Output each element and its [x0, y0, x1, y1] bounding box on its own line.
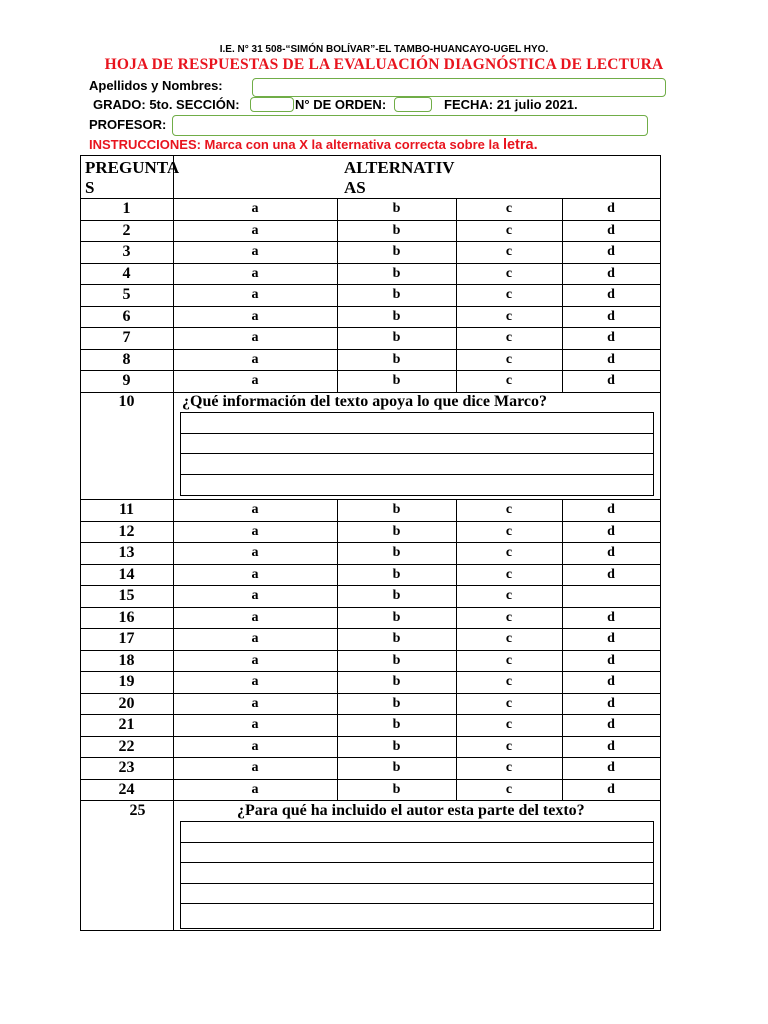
option-a[interactable]: a: [251, 631, 259, 646]
option-a[interactable]: a: [251, 760, 259, 775]
question-number: 13: [118, 544, 135, 561]
option-c[interactable]: c: [505, 652, 513, 668]
option-b[interactable]: b: [392, 244, 401, 259]
option-b[interactable]: b: [392, 566, 401, 582]
instructions-emphasis: letra.: [502, 137, 538, 153]
option-a[interactable]: a: [251, 244, 259, 259]
option-c[interactable]: c: [505, 502, 513, 517]
question-number-10: 10: [118, 393, 135, 410]
option-b[interactable]: b: [392, 330, 401, 345]
answer-line[interactable]: [181, 884, 653, 905]
table-rule: [660, 155, 661, 931]
answer-line[interactable]: [181, 904, 653, 925]
question-number: 7: [122, 329, 131, 346]
question-number: 23: [118, 759, 135, 776]
option-a[interactable]: a: [251, 201, 259, 216]
table-rule: [562, 198, 563, 392]
question-number: 6: [122, 307, 131, 325]
option-d[interactable]: d: [607, 674, 615, 689]
answer-lines-10[interactable]: [180, 412, 654, 496]
option-d[interactable]: d: [607, 201, 615, 216]
question-number: 8: [122, 350, 131, 368]
option-d[interactable]: d: [607, 652, 615, 668]
table-rule: [80, 607, 660, 608]
option-b[interactable]: b: [392, 631, 401, 646]
option-d[interactable]: d: [607, 244, 615, 259]
option-b[interactable]: b: [392, 717, 401, 732]
question-number: 18: [118, 651, 135, 669]
question-number: 9: [122, 372, 131, 389]
option-b[interactable]: b: [392, 502, 401, 517]
header-questions: [85, 158, 179, 198]
teacher-label: PROFESOR:: [89, 117, 167, 132]
answer-line[interactable]: [181, 843, 653, 864]
option-b[interactable]: b: [392, 760, 401, 775]
question-number: 3: [122, 243, 131, 260]
table-rule: [80, 542, 660, 543]
question-number: 19: [118, 673, 135, 690]
option-d[interactable]: d: [607, 631, 615, 646]
option-d[interactable]: d: [607, 609, 615, 625]
option-a[interactable]: a: [251, 502, 259, 517]
question-number: 12: [118, 522, 135, 540]
open-question-25: ¿Para qué ha incluido el autor esta parte del texto?: [237, 802, 585, 819]
table-rule: [80, 693, 660, 694]
option-b[interactable]: b: [392, 781, 401, 797]
option-d[interactable]: d: [607, 738, 615, 754]
option-c[interactable]: c: [505, 523, 513, 539]
option-d[interactable]: d: [607, 330, 615, 345]
option-c[interactable]: c: [505, 287, 513, 302]
option-c[interactable]: c: [505, 609, 513, 625]
option-d[interactable]: d: [607, 760, 615, 775]
option-a[interactable]: a: [251, 351, 259, 367]
option-a[interactable]: a: [251, 222, 259, 238]
option-a[interactable]: a: [251, 308, 259, 324]
option-b[interactable]: b: [392, 287, 401, 302]
table-rule: [80, 714, 660, 715]
option-b[interactable]: b: [392, 265, 401, 281]
question-number: 24: [118, 780, 135, 798]
option-d[interactable]: d: [607, 717, 615, 732]
table-rule: [456, 499, 457, 800]
answer-line[interactable]: [181, 454, 653, 475]
header-questions-line2: S: [85, 178, 95, 197]
grade-section-label: GRADO: 5to. SECCIÓN:: [93, 97, 240, 112]
school-header: I.E. N° 31 508-“SIMÓN BOLÍVAR”-EL TAMBO-HUANCAYO-UGEL HYO.: [219, 44, 549, 55]
option-c[interactable]: c: [505, 717, 513, 732]
option-a[interactable]: a: [251, 652, 259, 668]
option-d[interactable]: d: [607, 523, 615, 539]
table-rule: [80, 930, 660, 931]
option-a[interactable]: a: [251, 330, 259, 345]
option-a[interactable]: a: [251, 609, 259, 625]
table-rule: [80, 155, 660, 156]
answer-line[interactable]: [181, 863, 653, 884]
option-d[interactable]: d: [607, 373, 615, 388]
table-rule: [80, 650, 660, 651]
option-c[interactable]: c: [505, 244, 513, 259]
option-a[interactable]: a: [251, 588, 259, 603]
option-c[interactable]: c: [505, 588, 513, 603]
header-questions-line1: PREGUNTA: [85, 158, 180, 177]
option-b[interactable]: b: [392, 222, 401, 238]
option-d[interactable]: d: [607, 695, 615, 711]
option-c[interactable]: c: [505, 265, 513, 281]
open-question-10: ¿Qué información del texto apoya lo que dice Marco?: [182, 393, 547, 410]
table-rule: [80, 327, 660, 328]
option-c[interactable]: c: [505, 201, 513, 216]
option-a[interactable]: a: [251, 717, 259, 732]
table-rule: [80, 284, 660, 285]
option-d[interactable]: d: [607, 222, 615, 238]
names-label: Apellidos y Nombres:: [89, 78, 223, 93]
question-number: 14: [118, 565, 135, 583]
question-number: 11: [118, 501, 135, 518]
option-c[interactable]: c: [505, 760, 513, 775]
table-rule: [337, 499, 338, 800]
option-d[interactable]: d: [607, 781, 615, 797]
answer-line[interactable]: [181, 475, 653, 496]
option-a[interactable]: a: [251, 265, 259, 281]
table-rule: [80, 671, 660, 672]
option-b[interactable]: b: [392, 588, 401, 603]
table-rule: [80, 757, 660, 758]
table-rule: [80, 370, 660, 371]
instructions-text: INSTRUCCIONES: Marca con una X la alternativa correcta sobre la: [89, 137, 503, 152]
option-a[interactable]: a: [251, 781, 259, 797]
table-rule: [80, 800, 660, 801]
option-c[interactable]: c: [505, 566, 513, 582]
answer-line[interactable]: [181, 434, 653, 455]
question-number: 15: [118, 587, 135, 604]
option-a[interactable]: a: [251, 695, 259, 711]
option-a[interactable]: a: [251, 738, 259, 754]
option-a[interactable]: a: [251, 373, 259, 388]
option-c[interactable]: c: [505, 695, 513, 711]
table-rule: [80, 306, 660, 307]
table-rule: [337, 198, 338, 392]
option-b[interactable]: b: [392, 545, 401, 560]
option-d[interactable]: d: [607, 287, 615, 302]
option-b[interactable]: b: [392, 609, 401, 625]
table-rule: [80, 499, 660, 500]
option-b[interactable]: b: [392, 523, 401, 539]
table-rule: [80, 564, 660, 565]
answer-lines-25[interactable]: [180, 821, 654, 929]
option-d[interactable]: d: [607, 308, 615, 324]
option-c[interactable]: c: [505, 330, 513, 345]
table-rule: [80, 628, 660, 629]
option-b[interactable]: b: [392, 695, 401, 711]
option-a[interactable]: a: [251, 674, 259, 689]
question-number: 2: [122, 221, 131, 239]
option-a[interactable]: a: [251, 566, 259, 582]
option-d[interactable]: d: [607, 265, 615, 281]
page-title: HOJA DE RESPUESTAS DE LA EVALUACIÓN DIAGNÓSTICA DE LECTURA: [104, 56, 664, 73]
table-rule: [562, 499, 563, 800]
question-number: 4: [122, 264, 131, 282]
table-rule: [80, 263, 660, 264]
option-b[interactable]: b: [392, 201, 401, 216]
question-number-25: 25: [129, 802, 146, 819]
option-a[interactable]: a: [251, 287, 259, 302]
option-c[interactable]: c: [505, 351, 513, 367]
question-number: 22: [118, 737, 135, 755]
option-c[interactable]: c: [505, 631, 513, 646]
option-b[interactable]: b: [392, 674, 401, 689]
option-b[interactable]: b: [392, 373, 401, 388]
order-number-label: N° DE ORDEN:: [295, 97, 387, 112]
table-rule: [80, 241, 660, 242]
header-alternatives-line1: ALTERNATIV: [344, 158, 455, 177]
date-label: FECHA: 21 julio 2021.: [444, 97, 578, 112]
option-c[interactable]: c: [505, 373, 513, 388]
table-rule: [80, 736, 660, 737]
answer-line[interactable]: [181, 413, 653, 434]
option-d[interactable]: d: [607, 545, 615, 560]
question-number: 1: [122, 200, 131, 217]
table-rule: [80, 220, 660, 221]
table-rule: [80, 779, 660, 780]
option-b[interactable]: b: [392, 308, 401, 324]
option-c[interactable]: c: [505, 738, 513, 754]
answer-line[interactable]: [181, 822, 653, 843]
table-rule: [80, 349, 660, 350]
option-d[interactable]: d: [607, 351, 615, 367]
option-d[interactable]: d: [607, 502, 615, 517]
option-b[interactable]: b: [392, 351, 401, 367]
table-rule: [80, 521, 660, 522]
option-a[interactable]: a: [251, 545, 259, 560]
option-b[interactable]: b: [392, 652, 401, 668]
table-rule: [80, 585, 660, 586]
question-number: 21: [118, 716, 135, 733]
table-rule: [456, 198, 457, 392]
option-c[interactable]: c: [505, 308, 513, 324]
header-alternatives-line2: AS: [344, 178, 366, 197]
option-b[interactable]: b: [392, 738, 401, 754]
option-c[interactable]: c: [505, 545, 513, 560]
option-a[interactable]: a: [251, 523, 259, 539]
header-alternatives: [344, 158, 455, 198]
option-d[interactable]: d: [607, 566, 615, 582]
question-number: 5: [122, 286, 131, 303]
table-rule: [80, 198, 660, 199]
question-number: 20: [118, 694, 135, 712]
question-number: 17: [118, 630, 135, 647]
option-c[interactable]: c: [505, 781, 513, 797]
option-c[interactable]: c: [505, 222, 513, 238]
option-c[interactable]: c: [505, 674, 513, 689]
question-number: 16: [118, 608, 135, 626]
